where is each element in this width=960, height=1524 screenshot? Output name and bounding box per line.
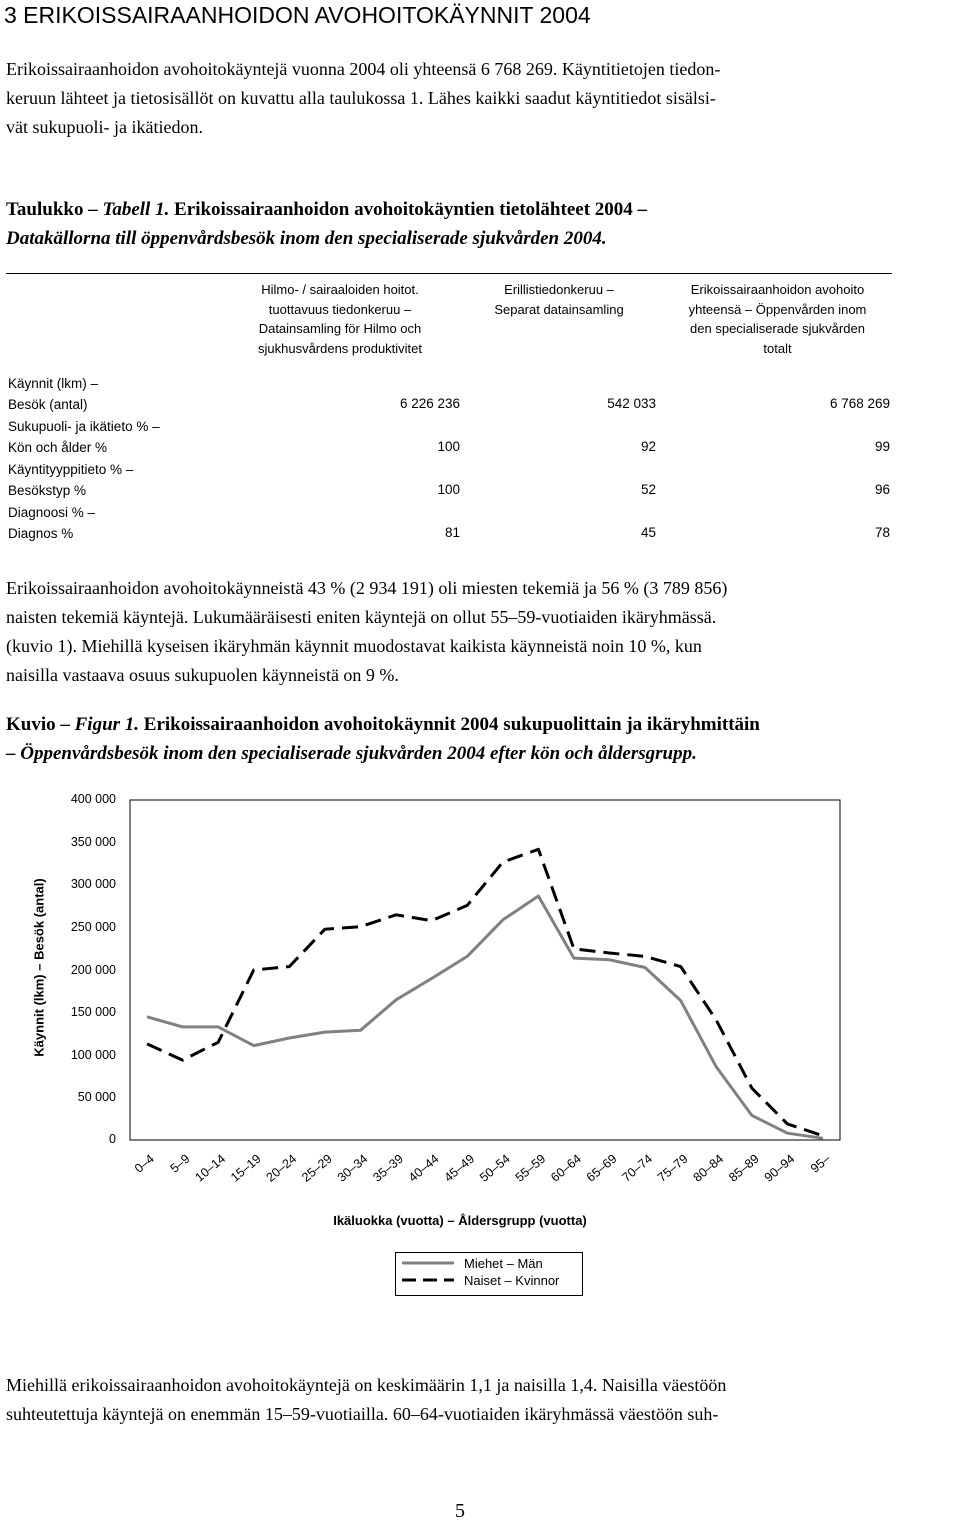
table-header-text: Datainsamling för Hilmo och	[258, 321, 422, 336]
intro-line-1: Erikoissairaanhoidon avohoitokäyntejä vuonna 2004 oli yhteensä 6 768 269. Käyntitietojen tiedon-	[6, 59, 721, 79]
table-cell: 542 033	[607, 396, 656, 411]
x-tick-label: 95–	[807, 1151, 833, 1176]
table-header-text: totalt	[763, 340, 792, 356]
table-header-text: Separat datainsamling	[494, 301, 624, 317]
legend-label-men: Miehet – Män	[464, 1256, 543, 1271]
table-row-label: Käynnit (lkm) –	[8, 376, 99, 391]
para2-line-4: naisilla vastaava osuus sukupuolen käynneistä on 9 %.	[6, 665, 399, 685]
y-tick-label: 0	[109, 1132, 116, 1146]
figure-caption-title-fi: Erikoissairaanhoidon avohoitokäynnit 2004 sukupuolittain ja ikäryhmittäin	[139, 714, 760, 735]
x-tick-label: 25–29	[299, 1151, 335, 1185]
x-tick-label: 15–19	[228, 1151, 264, 1185]
x-tick-label: 0–4	[131, 1151, 157, 1176]
x-tick-label: 5–9	[167, 1151, 193, 1176]
table-caption-sv-line	[6, 224, 956, 253]
table-cell: 99	[874, 439, 890, 454]
y-tick-label: 350 000	[70, 835, 116, 849]
table-top-rule	[6, 273, 892, 274]
chart-legend	[395, 1252, 583, 1296]
table-caption-prefix: Taulukko	[6, 199, 84, 220]
table-cell: 6 226 236	[399, 396, 460, 411]
x-tick-label: 75–79	[654, 1151, 691, 1185]
table-header-text: tuottavuus tiedonkeruu –	[268, 301, 412, 317]
table-cell: 6 768 269	[829, 396, 890, 411]
y-axis-title: Käynnit (lkm) – Besök (antal)	[31, 878, 47, 1057]
table-header-text: Erillistiedonkeruu –	[504, 282, 614, 297]
table-header-text: den specialiserade sjukvården	[690, 321, 865, 336]
x-axis-title: Ikäluokka (vuotta) – Åldersgrupp (vuotta)	[333, 1213, 587, 1228]
x-tick-label: 40–44	[405, 1151, 442, 1185]
x-tick-label: 20–24	[263, 1151, 300, 1185]
table-cell: 81	[444, 525, 460, 540]
table-caption-title-fi: Erikoissairaanhoidon avohoitokäyntien tietolähteet 2004 –	[169, 199, 648, 220]
para2-line-1: Erikoissairaanhoidon avohoitokäynneistä 43 % (2 934 191) oli miesten tekemiä ja 56 % (3 789 856)	[6, 578, 728, 598]
table-row-label: Diagnos %	[8, 526, 74, 541]
para3-line-1: Miehillä erikoissairaanhoidon avohoitokäyntejä on keskimäärin 1,1 ja naisilla 1,4. Naisilla väestöön	[6, 1375, 727, 1395]
legend-swatches	[396, 1253, 456, 1295]
y-tick-label: 200 000	[70, 963, 116, 977]
x-tick-label: 35–39	[370, 1151, 406, 1185]
y-tick-label: 250 000	[70, 920, 116, 934]
x-tick-label: 70–74	[619, 1151, 656, 1185]
x-tick-label: 55–59	[512, 1151, 549, 1185]
intro-line-3: vät sukupuoli- ja ikätiedon.	[6, 117, 203, 137]
legend-label-women: Naiset – Kvinnor	[464, 1273, 560, 1288]
table-row-label: Besökstyp %	[8, 483, 87, 498]
series-line-women	[147, 849, 823, 1136]
table-row-label: Diagnoosi % –	[8, 505, 96, 520]
figure-caption-prefix: Kuvio	[6, 714, 56, 735]
table-cell: 96	[874, 482, 890, 497]
section-heading: 3 ERIKOISSAIRAANHOIDON AVOHOITOKÄYNNIT 2004	[4, 2, 591, 28]
para2-line-2: naisten tekemiä käyntejä. Lukumääräisesti eniten käyntejä on ollut 55–59-vuotiaiden ikäryhmässä.	[6, 607, 717, 627]
table-cell: 45	[640, 525, 656, 540]
table-caption	[6, 195, 956, 224]
table-caption-title-sv: Datakällorna till öppenvårdsbesök inom den specialiserade sjukvården 2004.	[6, 228, 607, 249]
x-tick-label: 85–89	[726, 1151, 762, 1185]
y-tick-label: 300 000	[70, 877, 116, 891]
para2-line-3: (kuvio 1). Miehillä kyseisen ikäryhmän käynnit muodostavat kaikista käynneistä noin 10 %, kun	[6, 636, 702, 656]
table-header-col-1	[215, 280, 465, 358]
table-caption-dash: –	[83, 199, 103, 220]
figure-caption-sv-line	[6, 739, 956, 768]
table-header-col-2	[464, 280, 654, 319]
table-cell: 100	[437, 482, 460, 497]
y-tick-label: 50 000	[77, 1090, 116, 1104]
x-tick-label: 90–94	[761, 1151, 798, 1185]
table-cell: 100	[437, 439, 460, 454]
table-row-label: Kön och ålder %	[8, 440, 108, 455]
x-tick-label: 45–49	[441, 1151, 478, 1185]
x-tick-label: 30–34	[334, 1151, 371, 1185]
series-line-men	[147, 896, 823, 1138]
table-caption-tabell: Tabell 1.	[102, 199, 170, 220]
figure-caption	[6, 710, 956, 739]
figure-caption-figur: Figur 1.	[74, 714, 140, 735]
page-number: 5	[455, 1500, 465, 1522]
x-tick-label: 60–64	[548, 1151, 584, 1185]
x-tick-label: 65–69	[583, 1151, 620, 1185]
table-cell: 92	[640, 439, 656, 454]
table-cell: 78	[874, 525, 890, 540]
table-header-text: Hilmo- / sairaaloiden hoitot.	[261, 282, 419, 297]
table-header-text: yhteensä – Öppenvården inom	[688, 301, 867, 317]
intro-line-2: keruun lähteet ja tietosisällöt on kuvattu alla taulukossa 1. Lähes kaikki saadut käyntitiedot sisälsi-	[6, 88, 716, 108]
y-tick-label: 100 000	[70, 1048, 116, 1062]
y-tick-label: 400 000	[70, 792, 116, 806]
chart-area	[0, 780, 960, 1250]
table-header-col-3	[660, 280, 895, 358]
figure-caption-dash: –	[55, 714, 75, 735]
table-row-label: Besök (antal)	[8, 397, 88, 412]
table-cell: 52	[640, 482, 656, 497]
line-chart	[0, 780, 960, 1250]
table-row-label: Käyntityyppitieto % –	[8, 462, 134, 477]
table-row-label: Sukupuoli- ja ikätieto % –	[8, 419, 160, 434]
table-header-text: sjukhusvårdens produktivitet	[257, 340, 423, 356]
para3-line-2: suhteutettuja käyntejä on enemmän 15–59-vuotiailla. 60–64-vuotiaiden ikäryhmässä väestöön suh-	[6, 1404, 719, 1424]
y-tick-label: 150 000	[70, 1005, 116, 1019]
x-tick-label: 10–14	[192, 1151, 229, 1185]
x-tick-label: 50–54	[477, 1151, 513, 1185]
table-header-text: Erikoissairaanhoidon avohoito	[690, 282, 865, 297]
x-tick-label: 80–84	[690, 1151, 727, 1185]
figure-caption-title-sv: – Öppenvårdsbesök inom den specialiserade sjukvården 2004 efter kön och åldersgrupp.	[6, 743, 697, 764]
